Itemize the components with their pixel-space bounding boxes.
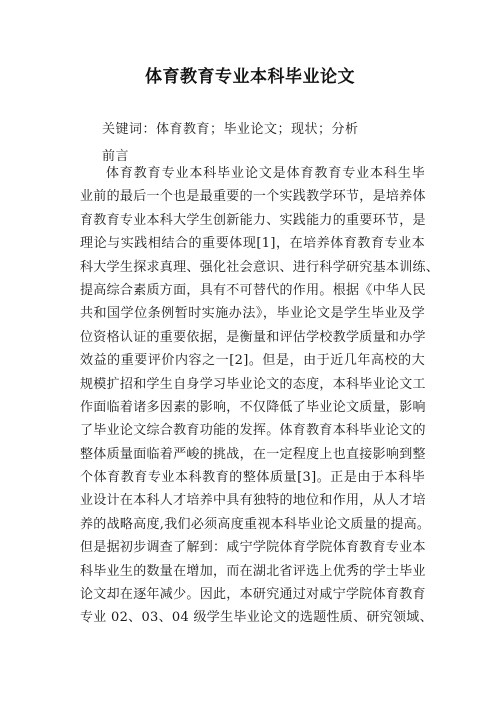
paragraph-line: 论文却在逐年减少。因此，本研究通过对咸宁学院体育教育 (80, 587, 426, 603)
paragraph-line: 科大学生探求真理、强化社会意识、进行科学研究基本训练、 (80, 259, 440, 275)
paragraph-line: 作面临着诸多因素的影响，不仅降低了毕业论文质量，影响 (80, 399, 426, 415)
paragraph-line: 科毕业生的数量在增加，而在湖北省评选上优秀的学士毕业 (80, 563, 426, 579)
paragraph-line: 提高综合素质方面，具有不可替代的作用。根据《中华人民 (80, 282, 426, 298)
paragraph-line: 效益的重要评价内容之一[2]。但是，由于近几年高校的大 (80, 353, 425, 369)
document-title: 体育教育专业本科毕业论文 (145, 67, 355, 87)
paragraph-line: 体育教育专业本科毕业论文是体育教育专业本科生毕 (106, 166, 425, 181)
paragraph-line: 了毕业论文综合教育功能的发挥。体育教育本科毕业论文的 (80, 423, 426, 439)
paragraph-line: 整体质量面临着严峻的挑战，在一定程度上也直接影响到整 (80, 446, 426, 462)
paragraph-line: 育教育专业本科大学生创新能力、实践能力的重要环节，是 (80, 212, 426, 228)
body-paragraph (80, 162, 440, 630)
paragraph-line: 共和国学位条例暂时实施办法》，毕业论文是学生毕业及学 (80, 306, 425, 322)
paragraph-line: 但是据初步调查了解到：咸宁学院体育学院体育教育专业本 (80, 540, 426, 556)
keywords-line: 关键词：体育教育；毕业论文；现状；分析 (102, 122, 359, 137)
paragraph-line: 业设计在本科人才培养中具有独特的地位和作用，从人才培 (80, 493, 426, 509)
paragraph-line: 个体育教育专业本科教育的整体质量[3]。正是由于本科毕 (80, 470, 425, 486)
paragraph-line: 规模扩招和学生自身学习毕业论文的态度，本科毕业论文工 (80, 376, 426, 392)
paragraph-line: 养的战略高度,我们必须高度重视本科毕业论文质量的提高。 (80, 516, 431, 532)
paragraph-line: 位资格认证的重要依据，是衡量和评估学校教学质量和办学 (80, 329, 426, 345)
section-heading: 前言 (102, 149, 130, 164)
paragraph-line: 专业 02、03、04 级学生毕业论文的选题性质、研究领域、 (80, 610, 433, 626)
paragraph-line: 理论与实践相结合的重要体现[1]，在培养体育教育专业本 (80, 236, 425, 252)
paragraph-line: 业前的最后一个也是最重要的一个实践教学环节，是培养体 (80, 189, 426, 205)
